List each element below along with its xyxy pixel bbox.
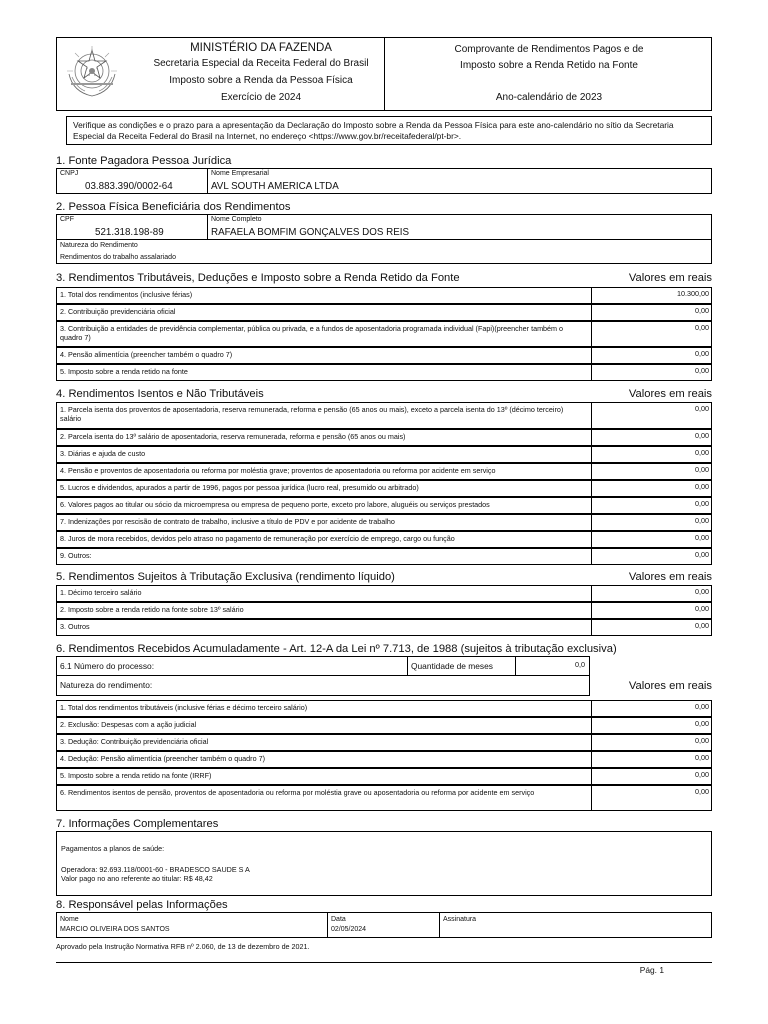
section-7-box xyxy=(56,831,712,896)
row-label: 3. Dedução: Contribuição previdenciária oficial xyxy=(60,737,209,746)
health-plan-heading: Pagamentos a planos de saúde: xyxy=(61,844,165,853)
value-cell xyxy=(591,497,713,514)
calendar-year: Ano-calendário de 2023 xyxy=(495,92,603,103)
value-cell xyxy=(591,347,713,364)
row-label: 1. Total dos rendimentos (inclusive férias) xyxy=(60,290,193,299)
row-value: 0,00 xyxy=(695,431,709,440)
value-cell xyxy=(591,548,713,565)
table-row xyxy=(56,497,712,514)
cell-divider xyxy=(207,214,208,239)
row-label: 2. Exclusão: Despesas com a ação judicial xyxy=(60,720,197,729)
section-8-title: 8. Responsável pelas Informações xyxy=(56,899,228,911)
row-value: 0,00 xyxy=(695,349,709,358)
cell-divider xyxy=(327,912,328,938)
approval-note: Aprovado pela Instrução Normativa RFB nº 2.060, de 13 de dezembro de 2021. xyxy=(56,942,310,951)
row-label: 4. Dedução: Pensão alimentícia (preencher também o quadro 7) xyxy=(60,754,265,763)
document-title-line-2: Imposto sobre a Renda Retido na Fonte xyxy=(460,60,638,71)
value-cell xyxy=(591,751,713,768)
health-plan-operator: Operadora: 92.693.118/0001-60 - BRADESCO SAUDE S A xyxy=(61,865,250,874)
row-divider xyxy=(57,239,711,240)
table-row xyxy=(56,717,712,734)
row-value: 0,00 xyxy=(695,719,709,728)
table-row xyxy=(56,585,712,602)
row-label: 3. Diárias e ajuda de custo xyxy=(60,449,146,458)
table-row xyxy=(56,429,712,446)
row-value: 0,00 xyxy=(695,702,709,711)
section-6-title: 6. Rendimentos Recebidos Acumuladamente - Art. 12-A da Lei nº 7.713, de 1988 (sujeitos à tributação exclusiva) xyxy=(56,643,617,655)
row-value: 0,00 xyxy=(695,499,709,508)
income-nature-value: Rendimentos do trabalho assalariado xyxy=(60,254,176,261)
brazil-coat-of-arms-icon xyxy=(63,44,121,102)
row-value: 0,00 xyxy=(695,482,709,491)
table-row xyxy=(56,700,712,717)
section-3-title: 3. Rendimentos Tributáveis, Deduções e Imposto sobre a Renda Retido da Fonte xyxy=(56,272,460,284)
footer-rule xyxy=(56,962,712,963)
cell-divider xyxy=(439,912,440,938)
months-value: 0,0 xyxy=(575,660,585,669)
row-label: 3. Contribuição a entidades de previdência complementar, pública ou privada, e a fundos de aposentadoria programada individual (Fapi)(preencher também o quadro 7) xyxy=(60,324,564,342)
nature-row xyxy=(56,675,590,696)
row-value: 0,00 xyxy=(695,787,709,796)
value-cell xyxy=(591,700,713,717)
row-label: 1. Parcela isenta dos proventos de aposentadoria, reserva remunerada, reforma e pensão (65 anos ou mais), exceto a parcela isenta do 13º (décimo terceiro) salário xyxy=(60,405,564,423)
value-cell xyxy=(591,402,713,429)
cpf-label: CPF xyxy=(60,216,74,223)
value-cell xyxy=(591,717,713,734)
value-cell xyxy=(591,768,713,785)
table-row xyxy=(56,785,712,811)
table-row xyxy=(56,347,712,364)
table-row xyxy=(56,531,712,548)
table-row xyxy=(56,480,712,497)
table-row xyxy=(56,751,712,768)
value-cell xyxy=(591,287,713,304)
row-value: 10.300,00 xyxy=(677,289,709,298)
document-header xyxy=(56,37,712,111)
secretariat-name: Secretaria Especial da Receita Federal do Brasil xyxy=(153,58,369,69)
section-7-title: 7. Informações Complementares xyxy=(56,818,219,830)
section-2-title: 2. Pessoa Física Beneficiária dos Rendimentos xyxy=(56,201,291,213)
date-value: 02/05/2024 xyxy=(331,926,367,933)
row-value: 0,00 xyxy=(695,621,709,630)
values-label: Valores em reais xyxy=(628,571,712,583)
cnpj-value: 03.883.390/0002-64 xyxy=(85,181,173,192)
row-label: 1. Décimo terceiro salário xyxy=(60,588,142,597)
responsible-name-value: MARCIO OLIVEIRA DOS SANTOS xyxy=(60,926,170,933)
row-label: 4. Pensão e proventos de aposentadoria ou reforma por moléstia grave; proventos de aposentadoria ou reforma por acidente em serviço xyxy=(60,466,496,475)
cpf-value: 521.318.198-89 xyxy=(95,227,164,238)
nature-label: Natureza do rendimento: xyxy=(60,680,153,690)
row-label: 6. Valores pagos ao titular ou sócio da microempresa ou empresa de pequeno porte, exceto pro labore, aluguéis ou serviços prestados xyxy=(60,500,490,509)
table-row xyxy=(56,364,712,381)
row-value: 0,00 xyxy=(695,366,709,375)
value-cell xyxy=(591,364,713,381)
value-cell xyxy=(591,463,713,480)
page-number: Pág. 1 xyxy=(639,965,664,975)
row-label: 5. Imposto sobre a renda retido na fonte (IRRF) xyxy=(60,771,212,780)
health-plan-amount: Valor pago no ano referente ao titular: R$ 48,42 xyxy=(61,874,213,883)
row-label: 5. Lucros e dividendos, apurados a partir de 1996, pagos por pessoa jurídica (lucro real, presumido ou arbitrado) xyxy=(60,483,419,492)
section-4-title: 4. Rendimentos Isentos e Não Tributáveis xyxy=(56,388,264,400)
row-label: 5. Imposto sobre a renda retido na fonte xyxy=(60,367,188,376)
value-cell xyxy=(591,321,713,347)
value-cell xyxy=(591,429,713,446)
row-value: 0,00 xyxy=(695,550,709,559)
table-row xyxy=(56,321,712,347)
section-8-box xyxy=(56,912,712,938)
company-name-label: Nome Empresarial xyxy=(211,170,269,177)
value-cell xyxy=(591,785,713,811)
row-value: 0,00 xyxy=(695,448,709,457)
exercise-year: Exercício de 2024 xyxy=(220,92,302,103)
row-label: 2. Contribuição previdenciária oficial xyxy=(60,307,176,316)
row-value: 0,00 xyxy=(695,736,709,745)
months-label: Quantidade de meses xyxy=(411,661,493,671)
row-value: 0,00 xyxy=(695,604,709,613)
table-row xyxy=(56,287,712,304)
ministry-title: MINISTÉRIO DA FAZENDA xyxy=(190,42,332,54)
table-row xyxy=(56,463,712,480)
row-value: 0,00 xyxy=(695,404,709,413)
notice-box: Verifique as condições e o prazo para a apresentação da Declaração do Imposto sobre a Renda da Pessoa Física para este ano-calendário no sítio da Secretaria Especial da Receita Federal do Brasil na Internet, no endereço <https://www.gov.br/receitafederal/pt-br>. xyxy=(66,116,712,145)
cell-divider xyxy=(515,656,516,676)
table-row xyxy=(56,446,712,463)
table-row xyxy=(56,548,712,565)
row-label: 9. Outros: xyxy=(60,551,92,560)
row-value: 0,00 xyxy=(695,753,709,762)
process-number-label: 6.1 Número do processo: xyxy=(60,661,155,671)
values-label: Valores em reais xyxy=(628,680,712,692)
full-name-value: RAFAELA BOMFIM GONÇALVES DOS REIS xyxy=(211,227,409,238)
value-cell xyxy=(591,734,713,751)
value-cell xyxy=(591,304,713,321)
value-cell xyxy=(591,480,713,497)
row-label: 7. Indenizações por rescisão de contrato de trabalho, inclusive a título de PDV e por acidente de trabalho xyxy=(60,517,395,526)
process-row xyxy=(56,656,590,676)
row-label: 6. Rendimentos isentos de pensão, proventos de aposentadoria ou reforma por moléstia grave ou aposentadoria ou reforma por acidente em serviço xyxy=(60,788,535,797)
full-name-label: Nome Completo xyxy=(211,216,262,223)
value-cell xyxy=(591,514,713,531)
section-1-title: 1. Fonte Pagadora Pessoa Jurídica xyxy=(56,155,232,167)
cnpj-label: CNPJ xyxy=(60,170,79,177)
cell-divider xyxy=(207,168,208,194)
table-row xyxy=(56,602,712,619)
section-1-box xyxy=(56,168,712,194)
cell-divider xyxy=(407,656,408,676)
value-cell xyxy=(591,531,713,548)
row-value: 0,00 xyxy=(695,770,709,779)
responsible-name-label: Nome xyxy=(60,916,79,923)
table-row xyxy=(56,402,712,429)
header-divider xyxy=(384,38,385,110)
signature-label: Assinatura xyxy=(443,916,477,923)
values-label: Valores em reais xyxy=(628,388,712,400)
income-nature-label: Natureza do Rendimento xyxy=(60,242,138,249)
row-value: 0,00 xyxy=(695,516,709,525)
section-2-box xyxy=(56,214,712,264)
row-label: 2. Imposto sobre a renda retido na fonte sobre 13º salário xyxy=(60,605,244,614)
value-cell xyxy=(591,446,713,463)
tax-name: Imposto sobre a Renda da Pessoa Física xyxy=(169,75,353,86)
row-label: 4. Pensão alimentícia (preencher também o quadro 7) xyxy=(60,350,233,359)
values-label: Valores em reais xyxy=(628,272,712,284)
section-5-title: 5. Rendimentos Sujeitos à Tributação Exclusiva (rendimento líquido) xyxy=(56,571,395,583)
table-row xyxy=(56,768,712,785)
row-label: 3. Outros xyxy=(60,622,90,631)
table-row xyxy=(56,304,712,321)
row-label: 1. Total dos rendimentos tributáveis (inclusive férias e décimo terceiro salário) xyxy=(60,703,308,712)
table-row xyxy=(56,619,712,636)
row-label: 2. Parcela isenta do 13º salário de aposentadoria, reserva remunerada, reforma e pensão (65 anos ou mais) xyxy=(60,432,406,441)
document-title-line-1: Comprovante de Rendimentos Pagos e de xyxy=(454,44,644,55)
value-cell xyxy=(591,619,713,636)
row-label: 8. Juros de mora recebidos, devidos pelo atraso no pagamento de remuneração por exercício de emprego, cargo ou função xyxy=(60,534,455,543)
row-value: 0,00 xyxy=(695,306,709,315)
value-cell xyxy=(591,585,713,602)
row-value: 0,00 xyxy=(695,587,709,596)
table-row xyxy=(56,734,712,751)
value-cell xyxy=(591,602,713,619)
row-value: 0,00 xyxy=(695,465,709,474)
company-name-value: AVL SOUTH AMERICA LTDA xyxy=(211,181,339,192)
date-label: Data xyxy=(331,916,346,923)
row-value: 0,00 xyxy=(695,323,709,332)
table-row xyxy=(56,514,712,531)
row-value: 0,00 xyxy=(695,533,709,542)
